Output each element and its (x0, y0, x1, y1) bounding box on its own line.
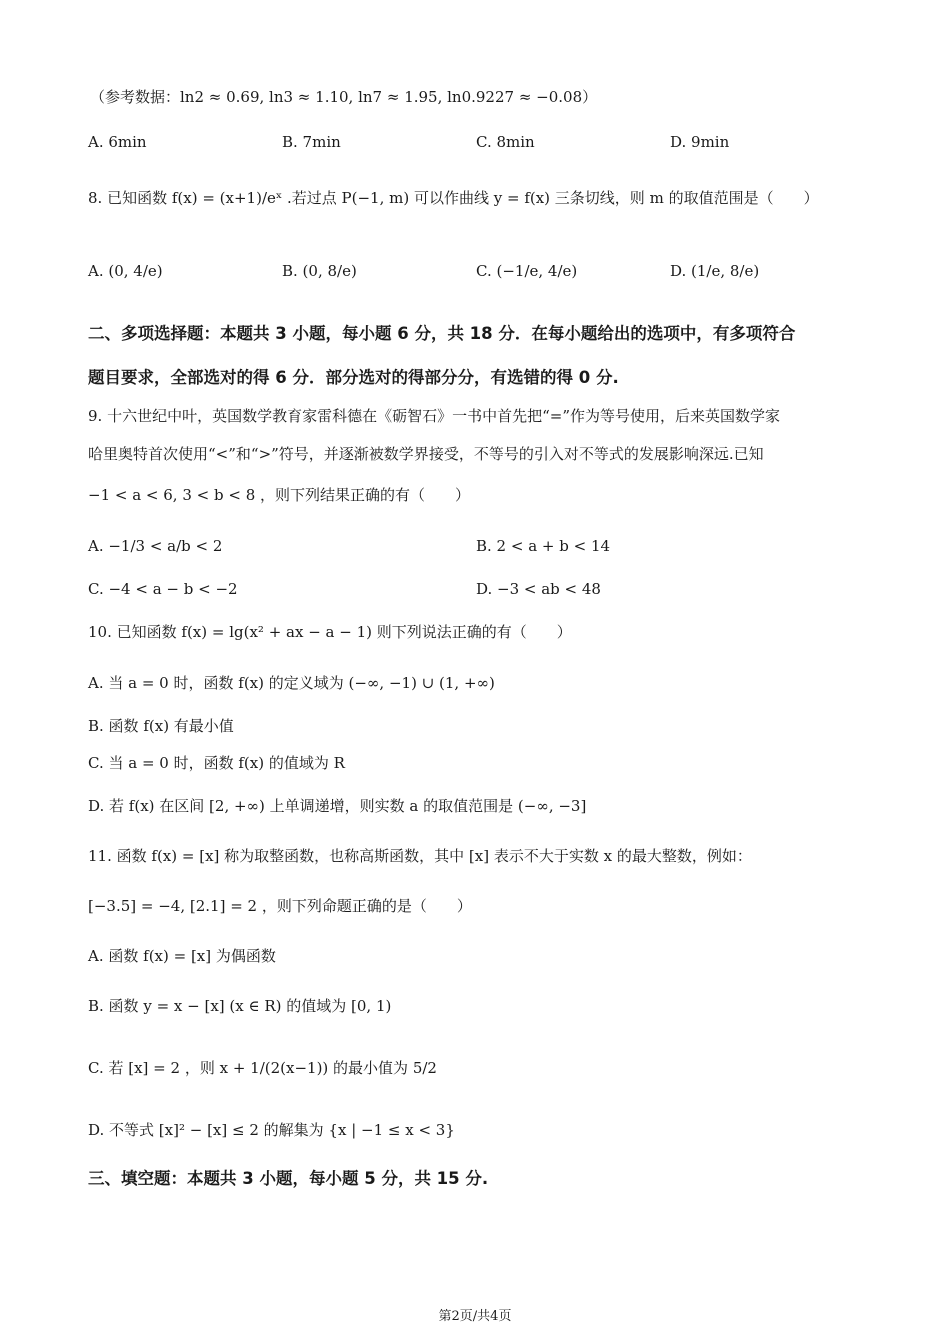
q11-stem-line2: [−3.5] = −4, [2.1] = 2 ，则下列命题正确的是（ ） (88, 897, 472, 915)
q10-option-b: B. 函数 f(x) 有最小值 (88, 717, 234, 735)
q10-stem: 10. 已知函数 f(x) = lg(x² + ax − a − 1) 则下列说法正确的有（ ） (88, 623, 572, 641)
q11-option-b: B. 函数 y = x − [x] (x ∈ R) 的值域为 [0, 1) (88, 997, 392, 1015)
q10-option-c: C. 当 a = 0 时，函数 f(x) 的值域为 R (88, 754, 345, 772)
section2-heading-line1: 二、多项选择题：本题共 3 小题，每小题 6 分，共 18 分．在每小题给出的选项中，有多项符合 (88, 324, 796, 343)
q7-option-d: D. 9min (670, 133, 730, 151)
q7-option-b: B. 7min (282, 133, 341, 151)
reference-data: （参考数据：ln2 ≈ 0.69, ln3 ≈ 1.10, ln7 ≈ 1.95, ln0.9227 ≈ −0.08） (90, 88, 598, 106)
q9-stem-line3: −1 < a < 6, 3 < b < 8 ，则下列结果正确的有（ ） (88, 486, 471, 504)
q11-option-c: C. 若 [x] = 2 ，则 x + 1/(2(x−1)) 的最小值为 5/2 (88, 1059, 437, 1077)
q11-option-d: D. 不等式 [x]² − [x] ≤ 2 的解集为 {x | −1 ≤ x < 3} (88, 1121, 455, 1139)
q7-option-a: A. 6min (88, 133, 147, 151)
q9-stem-line1: 9. 十六世纪中叶，英国数学教育家雷科德在《砺智石》一书中首先把“=”作为等号使用，后来英国数学家 (88, 407, 780, 425)
q10-option-d: D. 若 f(x) 在区间 [2, +∞) 上单调递增，则实数 a 的取值范围是 (−∞, −3] (88, 797, 587, 815)
q8-option-d: D. (1/e, 8/e) (670, 262, 760, 280)
section2-heading-line2: 题目要求，全部选对的得 6 分．部分选对的得部分分，有选错的得 0 分. (88, 368, 619, 387)
q9-option-b: B. 2 < a + b < 14 (476, 537, 611, 555)
q8-option-b: B. (0, 8/e) (282, 262, 357, 280)
q10-option-a: A. 当 a = 0 时，函数 f(x) 的定义域为 (−∞, −1) ∪ (1, +∞) (88, 674, 495, 692)
q11-option-a: A. 函数 f(x) = [x] 为偶函数 (88, 947, 276, 965)
q8-option-a: A. (0, 4/e) (88, 262, 163, 280)
q9-option-d: D. −3 < ab < 48 (476, 580, 601, 598)
q11-stem-line1: 11. 函数 f(x) = [x] 称为取整函数，也称高斯函数，其中 [x] 表示不大于实数 x 的最大整数，例如： (88, 847, 752, 865)
section3-heading: 三、填空题：本题共 3 小题，每小题 5 分，共 15 分. (88, 1169, 489, 1188)
q9-option-c: C. −4 < a − b < −2 (88, 580, 238, 598)
q8-stem: 8. 已知函数 f(x) = (x+1)/eˣ .若过点 P(−1, m) 可以作曲线 y = f(x) 三条切线，则 m 的取值范围是（ ） (88, 189, 819, 207)
q9-stem-line2: 哈里奥特首次使用“<”和“>”符号，并逐渐被数学界接受，不等号的引入对不等式的发展影响深远.已知 (88, 445, 764, 463)
q9-option-a: A. −1/3 < a/b < 2 (88, 537, 223, 555)
q8-option-c: C. (−1/e, 4/e) (476, 262, 578, 280)
page-footer: 第2页/共4页 (438, 1309, 512, 1324)
q7-option-c: C. 8min (476, 133, 535, 151)
